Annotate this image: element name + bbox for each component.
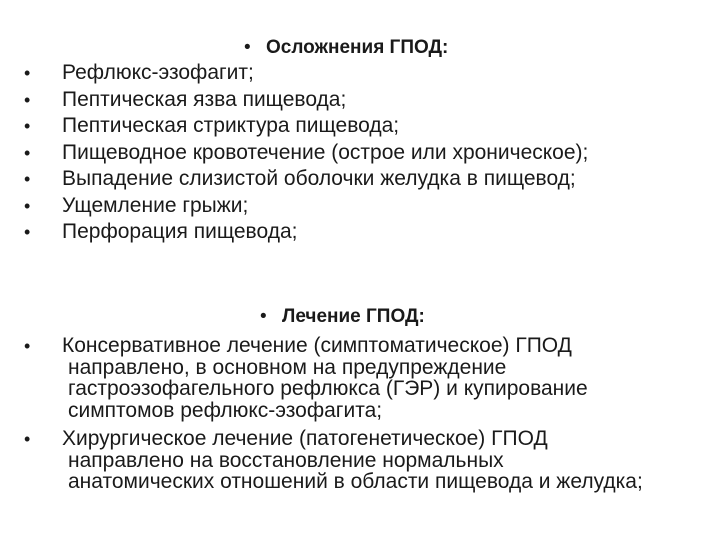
treatment-title: Лечение ГПОД: — [282, 306, 425, 327]
list-item-text: направлено на восстановление нормальных — [68, 448, 504, 472]
list-item-text: Консервативное лечение (симптоматическое) ГПОД — [62, 334, 572, 357]
list-item — [24, 60, 588, 86]
list-item-text: Пептическая стриктура пищевода; — [62, 114, 400, 137]
list-item-text: Перфорация пищевода; — [62, 220, 298, 243]
complications-title: Осложнения ГПОД: — [266, 37, 449, 58]
bullet-icon: • — [24, 336, 31, 356]
list-item — [24, 140, 588, 166]
list-item — [24, 87, 588, 113]
list-item — [24, 428, 712, 494]
list-item — [24, 335, 712, 422]
list-item-text: Ущемление грыжи; — [62, 193, 249, 217]
treatment-heading — [260, 305, 425, 329]
bullet-icon: • — [24, 222, 31, 242]
bullet-icon: • — [244, 37, 251, 58]
list-item-text: Выпадение слизистой оболочки желудка в пищевод; — [62, 167, 576, 190]
list-item-text: анатомических отношений в области пищевода и желудка; — [68, 470, 643, 493]
list-item-text: гастроэзофагельного рефлюкса (ГЭР) и купирование — [68, 377, 588, 400]
treatment-list — [24, 335, 712, 494]
list-item — [24, 113, 588, 139]
complications-list — [24, 60, 588, 246]
bullet-icon: • — [24, 63, 31, 83]
list-item-text: Рефлюкс-эзофагит; — [62, 61, 254, 84]
list-item-text: Хирургическое лечение (патогенетическое) ГПОД — [62, 427, 548, 450]
list-item-text: симптомов рефлюкс-эзофагита; — [68, 398, 383, 422]
bullet-icon: • — [24, 89, 31, 110]
list-item-text: Пептическая язва пищевода; — [62, 87, 347, 111]
bullet-icon: • — [260, 306, 267, 327]
bullet-icon: • — [24, 116, 31, 136]
list-item-text: направлено, в основном на предупреждение — [68, 355, 507, 379]
bullet-icon: • — [24, 195, 31, 216]
list-item — [24, 219, 588, 245]
list-item — [24, 193, 588, 219]
complications-heading — [244, 36, 448, 60]
list-item — [24, 166, 588, 192]
list-item-text: Пищеводное кровотечение (острое или хроническое); — [62, 140, 589, 164]
bullet-icon: • — [24, 169, 31, 189]
bullet-icon: • — [24, 142, 31, 163]
bullet-icon: • — [24, 429, 31, 449]
